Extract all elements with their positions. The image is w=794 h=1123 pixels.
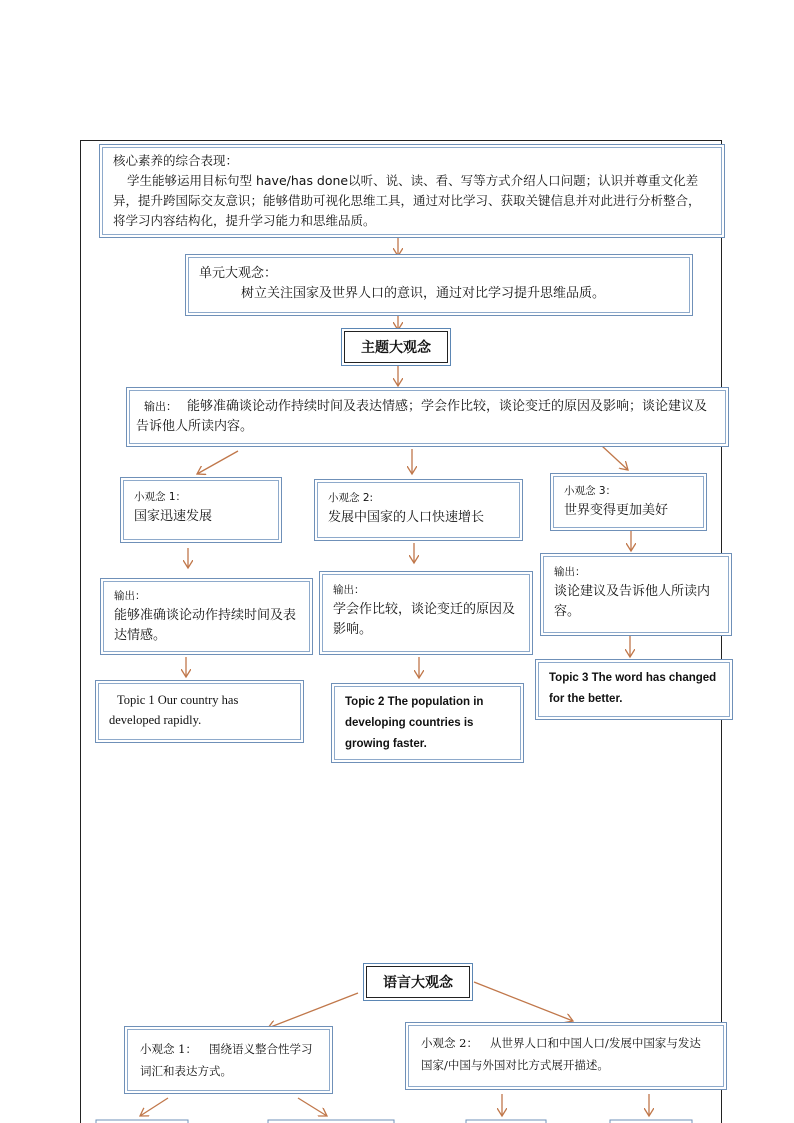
language-sub-1-text: 围绕语义整合性学习词汇和表达方式。 <box>140 1042 313 1078</box>
theme-output-text: 能够准确谈论动作持续时间及表达情感；学会作比较，谈论变迁的原因及影响；谈论建议及告诉他人所读内容。 <box>136 399 708 434</box>
arrow-output-to-sub3 <box>602 446 628 470</box>
language-sub-2-text: 从世界人口和中国人口/发展中国家与发达国家/中国与外国对比方式展开描述。 <box>421 1036 701 1072</box>
theme-title: 主题大观念 <box>344 331 448 363</box>
core-literacy-box <box>102 147 722 235</box>
topic-1-text: Topic 1 Our country has developed rapidly. <box>109 693 239 727</box>
arrow-lang-to-sub2 <box>474 982 573 1021</box>
sub-concept-1-text: 国家迅速发展 <box>134 509 213 524</box>
unit-concept-box <box>188 257 690 313</box>
language-title: 语言大观念 <box>366 966 470 998</box>
unit-concept-heading: 单元大观念： <box>199 266 278 281</box>
theme-output-label: 输出： <box>144 400 177 413</box>
sub-concept-1-box <box>123 480 279 540</box>
language-sub-2-label: 小观念 2： <box>421 1036 478 1050</box>
language-sub-2-box <box>408 1025 724 1087</box>
sub-concept-2-text: 发展中国家的人口快速增长 <box>328 510 485 525</box>
sub-concept-2-box <box>317 482 520 538</box>
sub-concept-3-text: 世界变得更加美好 <box>564 503 669 518</box>
sub-output-3-label: 输出： <box>554 566 586 578</box>
topic-3-box <box>538 662 730 717</box>
sub-output-2-label: 输出： <box>333 584 365 596</box>
sub-output-3-box <box>543 556 729 633</box>
sub-output-2-box <box>322 574 530 652</box>
language-sub-1-label: 小观念 1： <box>140 1042 197 1056</box>
language-sub-1-box <box>127 1029 330 1091</box>
sub-concept-2-label: 小观念 2: <box>328 492 374 504</box>
topic-2-box <box>334 686 521 760</box>
sub-concept-3-box <box>553 476 704 528</box>
arrow-output-to-sub1 <box>197 451 238 474</box>
topic-3-text: Topic 3 The word has changed for the better. <box>549 672 717 705</box>
core-literacy-heading: 核心素养的综合表现： <box>113 153 239 168</box>
sub-output-2-text: 学会作比较，谈论变迁的原因及影响。 <box>333 602 516 637</box>
sub-output-1-text: 能够准确谈论动作持续时间及表达情感。 <box>114 608 297 643</box>
arrow-lsub1-right <box>298 1098 327 1116</box>
topic-1-box <box>98 683 301 740</box>
arrow-lsub1-left <box>140 1098 168 1116</box>
theme-output-box <box>129 390 726 444</box>
sub-output-1-label: 输出： <box>114 590 146 602</box>
sub-concept-3-label: 小观念 3： <box>564 485 617 497</box>
sub-output-1-box <box>103 581 310 652</box>
sub-concept-1-label: 小观念 1： <box>134 491 187 503</box>
topic-2-text: Topic 2 The population in developing countries is growing faster. <box>345 696 484 750</box>
arrow-lang-to-sub1 <box>268 993 358 1028</box>
core-literacy-text: 学生能够运用目标句型 have/has done以听、说、读、看、写等方式介绍人口问题；认识并尊重文化差异，提升跨国际交友意识；能够借助可视化思维工具，通过对比学习、获取关键信息并对此进行分析整合，将学习内容结构化，提升学习能力和思维品质。 <box>113 173 701 228</box>
unit-concept-text: 树立关注国家及世界人口的意识，通过对比学习提升思维品质。 <box>241 286 606 301</box>
sub-output-3-text: 谈论建议及告诉他人所读内容。 <box>554 584 711 619</box>
